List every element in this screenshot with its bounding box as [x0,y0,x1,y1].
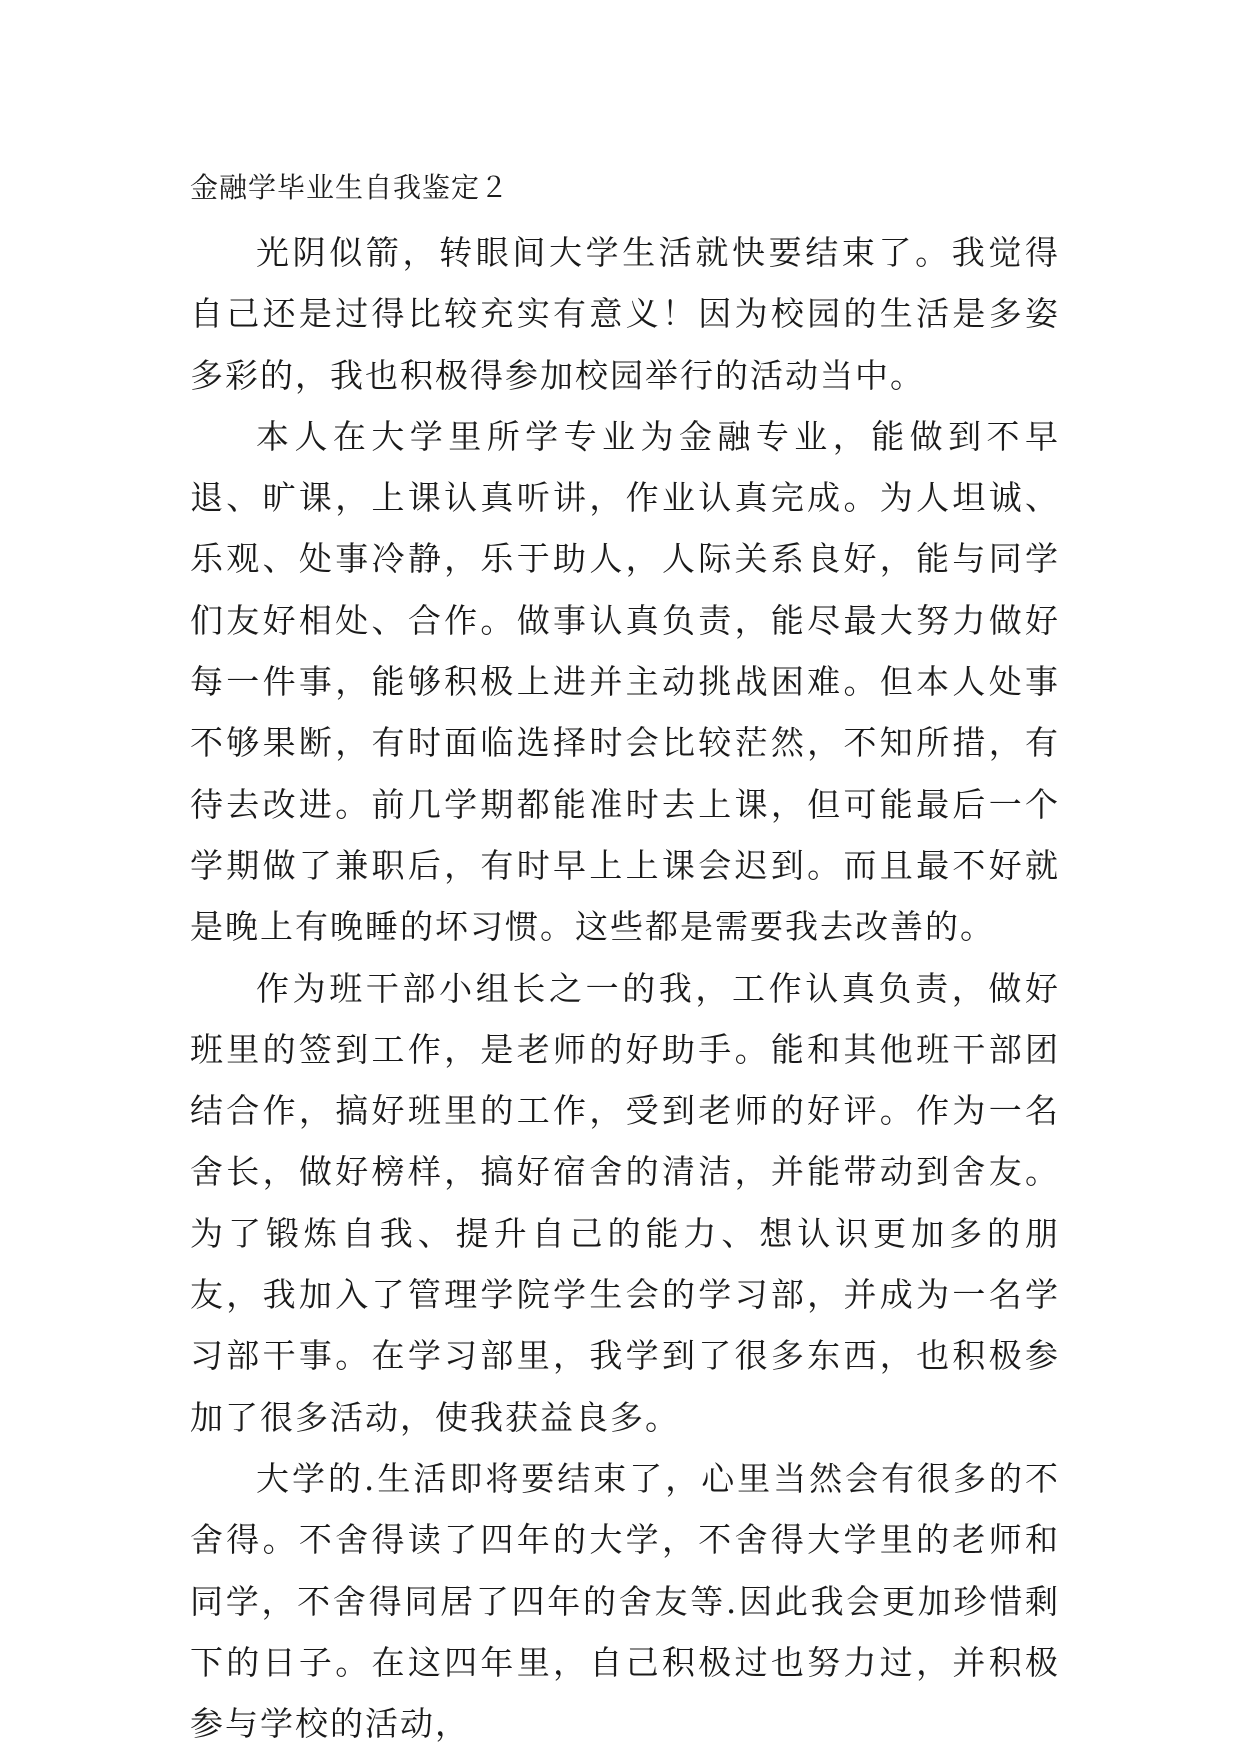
paragraph-self-assessment: 本人在大学里所学专业为金融专业，能做到不早退、旷课，上课认真听讲，作业认真完成。为人坦诚、乐观、处事冷静，乐于助人，人际关系良好，能与同学们友好相处、合作。做事认真负责，能尽最大努力做好每一件事，能够积极上进并主动挑战困难。但本人处事不够果断，有时面临选择时会比较茫然，不知所措，有待去改进。前几学期都能准时去上课，但可能最后一个学期做了兼职后，有时早上上课会迟到。而且最不好就是晚上有晚睡的坏习惯。这些都是需要我去改善的。 [190,416,1060,947]
paragraph-class-work: 作为班干部小组长之一的我，工作认真负责，做好班里的签到工作，是老师的好助手。能和其他班干部团结合作，搞好班里的工作，受到老师的好评。作为一名舍长，做好榜样，搞好宿舍的清洁，并能带动到舍友。为了锻炼自我、提升自己的能力、想认识更加多的朋友，我加入了管理学院学生会的学习部，并成为一名学习部干事。在学习部里，我学到了很多东西，也积极参加了很多活动，使我获益良多。 [190,968,1060,1437]
paragraph-intro: 光阴似箭，转眼间大学生活就快要结束了。我觉得自己还是过得比较充实有意义！因为校园的生活是多姿多彩的，我也积极得参加校园举行的活动当中。 [190,233,1060,395]
document-title: 金融学毕业生自我鉴定２ [190,171,510,204]
paragraph-conclusion: 大学的.生活即将要结束了，心里当然会有很多的不舍得。不舍得读了四年的大学，不舍得大学里的老师和同学，不舍得同居了四年的舍友等.因此我会更加珍惜剩下的日子。在这四年里，自己积极过也努力过，并积极参与学校的活动， [190,1458,1060,1744]
document-page [190,160,1060,1754]
